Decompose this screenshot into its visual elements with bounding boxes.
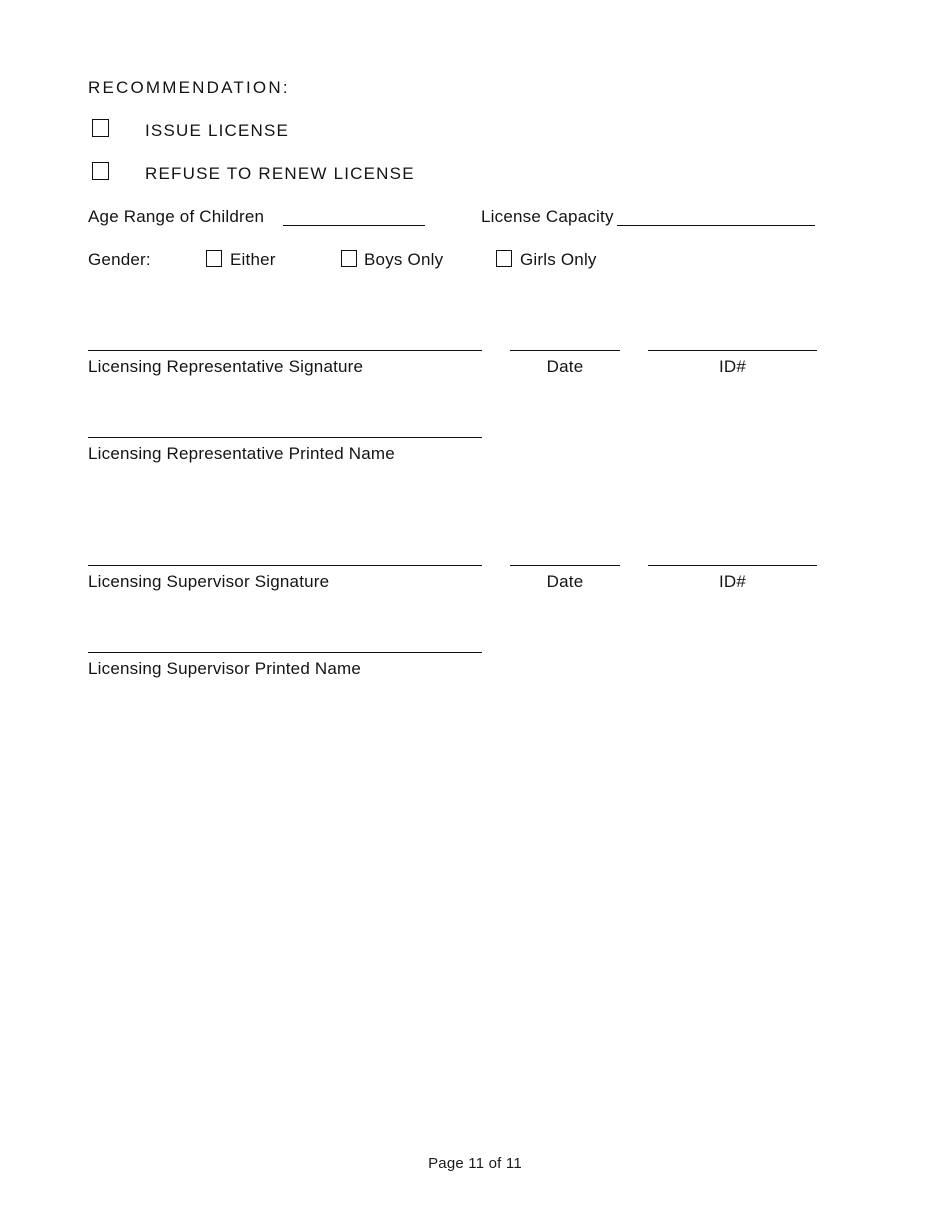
license-capacity-field[interactable] bbox=[617, 225, 815, 226]
refuse-renew-license-checkbox[interactable] bbox=[92, 162, 109, 180]
supervisor-date-field[interactable] bbox=[510, 565, 620, 566]
representative-id-label: ID# bbox=[718, 357, 747, 376]
gender-boys-only-label: Boys Only bbox=[364, 250, 444, 269]
page-number: Page 11 of 11 bbox=[428, 1155, 522, 1172]
supervisor-id-label: ID# bbox=[718, 572, 747, 591]
refuse-renew-license-label: REFUSE TO RENEW LICENSE bbox=[145, 164, 415, 183]
license-capacity-label: License Capacity bbox=[481, 207, 614, 226]
supervisor-printed-name-field[interactable] bbox=[88, 652, 482, 653]
gender-girls-only-checkbox[interactable] bbox=[496, 250, 512, 267]
representative-signature-label: Licensing Representative Signature bbox=[88, 357, 364, 376]
issue-license-label: ISSUE LICENSE bbox=[145, 121, 290, 140]
representative-date-field[interactable] bbox=[510, 350, 620, 351]
gender-either-label: Either bbox=[230, 250, 276, 269]
representative-date-label: Date bbox=[546, 357, 584, 376]
supervisor-date-label: Date bbox=[546, 572, 584, 591]
issue-license-checkbox[interactable] bbox=[92, 119, 109, 137]
representative-signature-field[interactable] bbox=[88, 350, 482, 351]
supervisor-printed-name-label: Licensing Supervisor Printed Name bbox=[88, 659, 362, 678]
gender-boys-only-checkbox[interactable] bbox=[341, 250, 357, 267]
age-range-label: Age Range of Children bbox=[88, 207, 265, 226]
representative-printed-name-field[interactable] bbox=[88, 437, 482, 438]
age-range-field[interactable] bbox=[283, 225, 425, 226]
gender-either-checkbox[interactable] bbox=[206, 250, 222, 267]
gender-girls-only-label: Girls Only bbox=[520, 250, 597, 269]
supervisor-signature-field[interactable] bbox=[88, 565, 482, 566]
representative-id-field[interactable] bbox=[648, 350, 817, 351]
gender-label: Gender: bbox=[88, 250, 151, 269]
supervisor-id-field[interactable] bbox=[648, 565, 817, 566]
supervisor-signature-label: Licensing Supervisor Signature bbox=[88, 572, 330, 591]
recommendation-heading: RECOMMENDATION: bbox=[88, 78, 290, 97]
representative-printed-name-label: Licensing Representative Printed Name bbox=[88, 444, 395, 463]
